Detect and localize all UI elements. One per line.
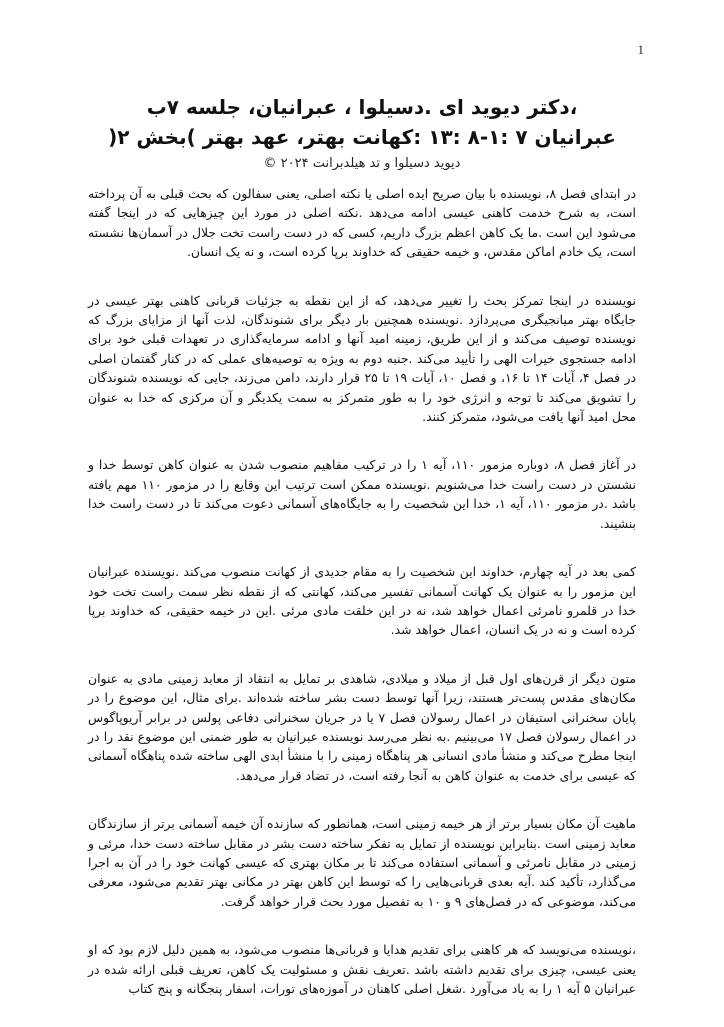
- paragraph-5: متون دیگر از قرن‌های اول قبل از میلاد و میلادی، شاهدی بر تمایل به انتقاد از معابد زمینی مادی به عنوان مکان‌های مقدس پست‌تر هستند، زیرا آنها توسط دست بشر ساخته شده‌اند .برای مثال، این موضوع را در پایان سخنرانی استیفان در اعمال رسولان فصل ۷ یا در جریان سخنرانی دفاعی پولس در برابر آریوپاگوس در اعمال رسولان فصل ۱۷ می‌بینیم .به نظر می‌رسد نویسنده عبرانیان به طور ضمنی این موضوع نقد را در اینجا مطرح می‌کند و منشأ مادی انسانی هر پناهگاه زمینی را با منشأ ابدی الهی ساخته شده پناهگاه آسمانی که عیسی برای خدمت به عنوان کاهن به آنجا رفته است، در تضاد قرار می‌دهد.: [88, 670, 637, 783]
- paragraph-6: ماهیت آن مکان بسیار برتر از هر خیمه زمینی است، همانطور که سازنده آن خیمه آسمانی برتر از سازندگان معابد زمینی است .بنابراین نویسنده از تمایل به تفکر ساخته دست بشر در مقابل ساخته دست خدا، مرئی و زمینی در مقابل نامرئی و آسمانی استفاده می‌کند تا بر مکان بهتری که عیسی کهانت خود را در آن به اجرا می‌گذارد، تأکید کند .آیه بعدی قربانی‌هایی را که توسط این کاهن بهتر در مکانی بهتر تقدیم می‌شود، معرفی می‌کند، موضوعی که در فصل‌های ۹ و ۱۰ به تفصیل مورد بحث قرار خواهد گرفت.: [88, 816, 636, 909]
- document-body: [88, 184, 636, 1027]
- paragraph-3: در آغاز فصل ۸، دوباره مزمور ۱۱۰، آیه ۱ را در ترکیب مفاهیم منصوب شدن به عنوان کاهن توسط خدا و نشستن در دست راست خدا می‌شنویم .نویسنده ممکن است ترتیب این وقایع را در مزمور ۱۱۰ مهم یافته باشد .در مزمور ۱۱۰، آیه ۱، خدا این شخصیت را به جایگاه‌های آسمانی دعوت می‌کند تا در دست راست خدا بنشیند.: [88, 457, 636, 531]
- page-number: 1: [637, 42, 644, 57]
- paragraph-7: ،نویسنده می‌نویسد که هر کاهنی برای تقدیم هدایا و قربانی‌ها منصوب می‌شود، به همین دلیل لازم بود که او یعنی عیسی، چیزی برای تقدیم داشته باشد .تعریف نقش و مسئولیت یک کاهن، تعریف قبلی ارائه شده در عبرانیان ۵ آیه ۱ را به یاد می‌آورد .شغل اصلی کاهنان در آموزه‌های تورات، اسفار پنجگانه و پنج کتاب: [88, 942, 636, 996]
- title-line-1: ،دکتر دیوید ای .دسیلوا ، عبرانیان، جلسه ۷ب: [146, 95, 578, 119]
- paragraph-2: نویسنده در اینجا تمرکز بحث را تغییر می‌دهد، که از این نقطه به جزئیات قربانی کاهنی بهتر عیسی در جایگاه بهتر میانجیگری می‌پردازد .نویسنده همچنین بار دیگر برای شنوندگان، لذت آنها از مزایای بزرگ که نویسنده توصیف می‌کند و از این طریق، زمینه امید آنها و ادامه سرمایه‌گذاری در تعهدات قبلی خود برای ادامه جستجوی خیرات الهی را تأیید می‌کند .جنبه دوم به ویژه به توصیه‌های عملی که در کنار گفتمان اصلی در فصل ۴، آیات ۱۴ تا ۱۶، و فصل ۱۰، آیات ۱۹ تا ۲۵ قرار دارند، دامن می‌زند، جایی که نویسنده شنوندگان را تشویق می‌کند تا توجه و انرژی خود را به طور متمرکز به سمت یکدیگر و آن مرکزی که خدا به عنوان محل امید آنها یافت می‌شود، متمرکز کنند.: [88, 292, 636, 425]
- title-line-2: عبرانیان ۷ :۱-۸ :۱۳ :کهانت بهتر، عهد بهتر )بخش ۲(: [108, 125, 616, 149]
- author-copyright-line: دیوید دسیلوا و تد هیلدبرانت ۲۰۲۴ ©: [263, 156, 461, 171]
- paragraph-1: در ابتدای فصل ۸، نویسنده با بیان صریح ایده اصلی یا نکته اصلی، یعنی سفالون که بحث قبلی به آن پرداخته است، به شرح خدمت کاهنی عیسی ادامه می‌دهد .نکته اصلی در مورد این چیزهایی که در اینجا گفته می‌شود این است .ما یک کاهن اعظم بزرگ داریم، کسی که در دست راست تخت جلال در آسمان‌ها نشسته است، یک خادم اماکن مقدس، و خیمه حقیقی که خداوند برپا کرده است، و نه یک انسان.: [88, 186, 636, 260]
- paragraph-4: کمی بعد در آیه چهارم، خداوند این شخصیت را به مقام جدیدی از کهانت منصوب می‌کند .نویسنده عبرانیان این مزمور را به عنوان یک کهانت آسمانی تفسیر می‌کند، کهانتی که از نقطه نظر سمت راست تخت خود خدا در قلمرو نامرئی اعمال خواهد شد، نه در این خلقت مادی مرئی .این در خیمه حقیقی، که خداوند برپا کرده است و نه در یک انسان، اعمال خواهد شد.: [88, 564, 636, 638]
- document-header: [90, 92, 634, 174]
